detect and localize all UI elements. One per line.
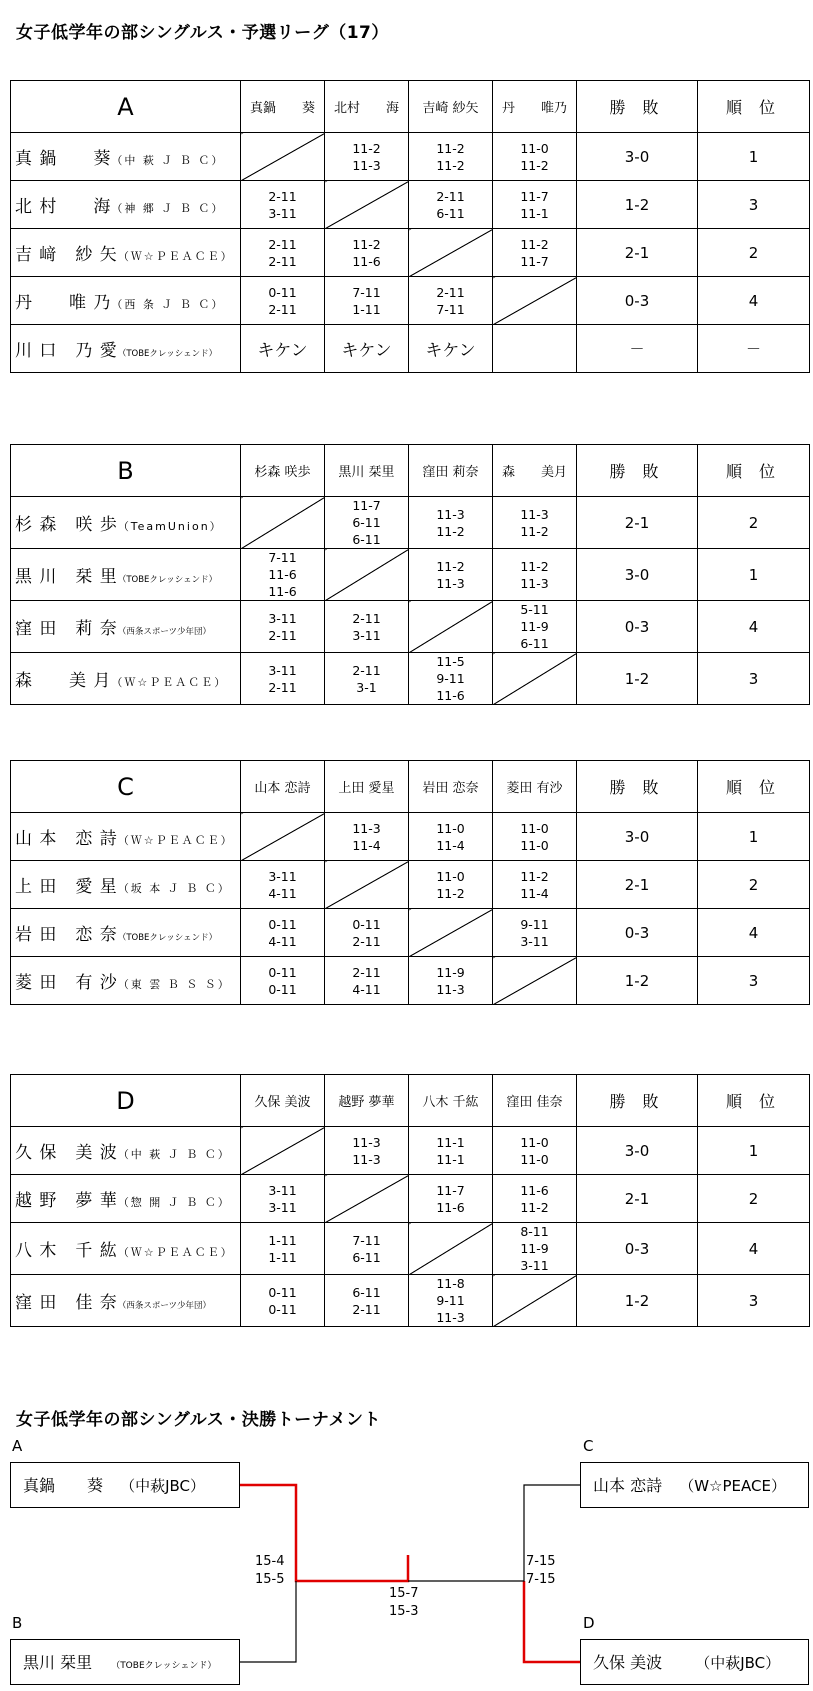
player-name: 山 本 恋 詩: [15, 829, 118, 849]
rank: 2: [698, 497, 810, 549]
rank: 2: [698, 861, 810, 909]
player-club: （中萩JBC）: [695, 1654, 781, 1672]
match-score: 11-8 9-11 11-3: [409, 1275, 493, 1327]
column-header-player: 窪田 佳奈: [493, 1075, 577, 1127]
match-score: 2-11 4-11: [325, 957, 409, 1005]
rank: 2: [698, 229, 810, 277]
match-score: 7-11 1-11: [325, 277, 409, 325]
match-score: 11-2 11-3: [493, 549, 577, 601]
match-score: 2-11 2-11: [241, 229, 325, 277]
bracket-player-a: [10, 1462, 240, 1508]
match-score: 2-11 3-1: [325, 653, 409, 705]
player-name: 窪 田 佳 奈: [15, 1293, 118, 1313]
player-name: 黒川 栞里: [23, 1653, 93, 1672]
match-score: 0-11 2-11: [241, 277, 325, 325]
match-score: 11-2 11-6: [325, 229, 409, 277]
score-c-vs-d: 7-15 7-15: [526, 1554, 556, 1587]
column-header-rank: 順 位: [698, 1075, 810, 1127]
column-header-win-loss: 勝 敗: [577, 445, 698, 497]
match-score: 11-0 11-2: [493, 133, 577, 181]
win-loss: 2-1: [577, 1175, 698, 1223]
player-club: （W☆PEACE）: [679, 1477, 786, 1495]
player-name: 上 田 愛 星: [15, 877, 118, 897]
group-label: C: [11, 761, 241, 813]
score-final: 15-7 15-3: [389, 1586, 419, 1619]
rank: 4: [698, 277, 810, 325]
player-name: 森 美 月: [15, 671, 112, 691]
rank: －: [698, 325, 810, 373]
win-loss: 0-3: [577, 909, 698, 957]
match-score: 8-11 11-9 3-11: [493, 1223, 577, 1275]
rank: 2: [698, 1175, 810, 1223]
column-header-player: 北村 海: [325, 81, 409, 133]
column-header-player: 吉崎 紗矢: [409, 81, 493, 133]
win-loss: 1-2: [577, 1275, 698, 1327]
rank: 3: [698, 653, 810, 705]
win-loss: 3-0: [577, 1127, 698, 1175]
match-score: 3-11 2-11: [241, 601, 325, 653]
player-club: （Ｗ☆ＰＥＡＣＥ）: [117, 834, 234, 847]
match-score: 0-11 0-11: [241, 1275, 325, 1327]
column-header-player: 黒川 栞里: [325, 445, 409, 497]
rank: 3: [698, 181, 810, 229]
match-score: 11-2 11-2: [409, 133, 493, 181]
win-loss: 1-2: [577, 653, 698, 705]
bracket-line-b: [240, 1581, 296, 1662]
player-club: （Ｗ☆ＰＥＡＣＥ）: [117, 250, 234, 263]
player-club: （西条スポーツ少年団）: [117, 1301, 211, 1311]
match-score: 11-0 11-4: [409, 813, 493, 861]
match-score: 11-2 11-4: [493, 861, 577, 909]
player-name: 八 木 千 紘: [15, 1241, 118, 1261]
column-header-player: 森 美月: [493, 445, 577, 497]
rank: 1: [698, 813, 810, 861]
bracket-label-d: D: [583, 1614, 595, 1632]
group-label: A: [11, 81, 241, 133]
bracket-player-d: [580, 1639, 809, 1685]
win-loss: 3-0: [577, 813, 698, 861]
bracket-player-c: [580, 1462, 809, 1508]
group-label: D: [11, 1075, 241, 1127]
player-club: （神 郷 Ｊ Ｂ Ｃ）: [111, 202, 225, 215]
column-header-player: 菱田 有沙: [493, 761, 577, 813]
win-loss: －: [577, 325, 698, 373]
win-loss: 1-2: [577, 957, 698, 1005]
column-header-player: 真鍋 葵: [241, 81, 325, 133]
column-header-player: 窪田 莉奈: [409, 445, 493, 497]
match-score: 0-11 4-11: [241, 909, 325, 957]
bracket-player-b: [10, 1639, 240, 1685]
player-name: 越 野 夢 華: [15, 1191, 118, 1211]
match-score: 11-2 11-3: [325, 133, 409, 181]
match-score: キケン: [241, 325, 325, 373]
match-score: 11-7 6-11 6-11: [325, 497, 409, 549]
match-score: 11-0 11-0: [493, 813, 577, 861]
player-club: （Ｗ☆ＰＥＡＣＥ）: [111, 676, 228, 689]
match-score: 11-7 11-6: [409, 1175, 493, 1223]
player-club: （TOBEクレッシェンド）: [117, 349, 218, 359]
column-header-rank: 順 位: [698, 81, 810, 133]
match-score: 7-11 11-6 11-6: [241, 549, 325, 601]
player-name: 菱 田 有 沙: [15, 973, 118, 993]
match-score: 11-9 11-3: [409, 957, 493, 1005]
match-score: 11-2 11-7: [493, 229, 577, 277]
rank: 4: [698, 601, 810, 653]
match-score: 2-11 3-11: [241, 181, 325, 229]
player-club: （中 萩 Ｊ Ｂ Ｃ）: [117, 1148, 231, 1161]
match-score: 11-1 11-1: [409, 1127, 493, 1175]
win-loss: 1-2: [577, 181, 698, 229]
player-name: 山本 恋詩: [593, 1476, 663, 1495]
match-score: 11-3 11-3: [325, 1127, 409, 1175]
match-score: 11-3 11-4: [325, 813, 409, 861]
player-name: 杉 森 咲 歩: [15, 515, 118, 535]
match-score: 11-5 9-11 11-6: [409, 653, 493, 705]
match-score: 11-6 11-2: [493, 1175, 577, 1223]
bracket-label-c: C: [583, 1437, 594, 1455]
column-header-player: 丹 唯乃: [493, 81, 577, 133]
win-loss: 0-3: [577, 277, 698, 325]
rank: 3: [698, 957, 810, 1005]
player-club: （西 条 Ｊ Ｂ Ｃ）: [111, 298, 225, 311]
player-club: （TeamUnion）: [117, 520, 223, 533]
player-name: 北 村 海: [15, 197, 112, 217]
rank: 1: [698, 1127, 810, 1175]
match-score: キケン: [409, 325, 493, 373]
player-club: （坂 本 Ｊ Ｂ Ｃ）: [117, 882, 231, 895]
match-score: 3-11 3-11: [241, 1175, 325, 1223]
rank: 3: [698, 1275, 810, 1327]
match-score: 5-11 11-9 6-11: [493, 601, 577, 653]
match-score: 11-3 11-2: [409, 497, 493, 549]
rank: 1: [698, 549, 810, 601]
player-club: （中 萩 Ｊ Ｂ Ｃ）: [111, 154, 225, 167]
group-label: B: [11, 445, 241, 497]
win-loss: 3-0: [577, 133, 698, 181]
match-score: 2-11 6-11: [409, 181, 493, 229]
tournament-title: 女子低学年の部シングルス・決勝トーナメント: [16, 1410, 382, 1430]
column-header-player: 岩田 恋奈: [409, 761, 493, 813]
win-loss: 2-1: [577, 861, 698, 909]
match-score: 3-11 2-11: [241, 653, 325, 705]
match-score: 6-11 2-11: [325, 1275, 409, 1327]
win-loss: 2-1: [577, 229, 698, 277]
column-header-rank: 順 位: [698, 761, 810, 813]
player-club: （Ｗ☆ＰＥＡＣＥ）: [117, 1246, 234, 1259]
bracket-label-a: A: [12, 1437, 23, 1455]
match-score: 11-3 11-2: [493, 497, 577, 549]
bracket-line-d-winner: [524, 1581, 580, 1662]
rank: 4: [698, 909, 810, 957]
match-score: 0-11 0-11: [241, 957, 325, 1005]
column-header-win-loss: 勝 敗: [577, 1075, 698, 1127]
bracket-label-b: B: [12, 1614, 23, 1632]
match-score: 7-11 6-11: [325, 1223, 409, 1275]
match-score: 3-11 4-11: [241, 861, 325, 909]
match-score: 0-11 2-11: [325, 909, 409, 957]
player-name: 黒 川 栞 里: [15, 567, 118, 587]
match-score: 2-11 3-11: [325, 601, 409, 653]
column-header-player: 杉森 咲歩: [241, 445, 325, 497]
player-name: 丹 唯 乃: [15, 293, 112, 313]
player-club: （東 雲 Ｂ Ｓ Ｓ）: [117, 978, 231, 991]
column-header-player: 越野 夢華: [325, 1075, 409, 1127]
match-score: 11-2 11-3: [409, 549, 493, 601]
column-header-win-loss: 勝 敗: [577, 81, 698, 133]
column-header-win-loss: 勝 敗: [577, 761, 698, 813]
column-header-player: 山本 恋詩: [241, 761, 325, 813]
player-name: 真 鍋 葵: [15, 149, 112, 169]
win-loss: 3-0: [577, 549, 698, 601]
match-score: 2-11 7-11: [409, 277, 493, 325]
player-name: 吉 﨑 紗 矢: [15, 245, 118, 265]
player-club: （TOBEクレッシェンド）: [117, 575, 218, 585]
column-header-player: 八木 千紘: [409, 1075, 493, 1127]
rank: 1: [698, 133, 810, 181]
match-score: 11-0 11-0: [493, 1127, 577, 1175]
player-name: 岩 田 恋 奈: [15, 925, 118, 945]
win-loss: 2-1: [577, 497, 698, 549]
player-name: 窪 田 莉 奈: [15, 619, 118, 639]
match-score: 1-11 1-11: [241, 1223, 325, 1275]
player-club: （TOBEクレッシェンド）: [111, 1661, 217, 1671]
player-name: 川 口 乃 愛: [15, 341, 118, 361]
player-club: （惣 開 Ｊ Ｂ Ｃ）: [117, 1196, 231, 1209]
player-club: （TOBEクレッシェンド）: [117, 933, 218, 943]
match-score: 11-0 11-2: [409, 861, 493, 909]
match-score: 11-7 11-1: [493, 181, 577, 229]
win-loss: 0-3: [577, 1223, 698, 1275]
column-header-rank: 順 位: [698, 445, 810, 497]
player-name: 久保 美波: [593, 1653, 663, 1672]
match-score: 9-11 3-11: [493, 909, 577, 957]
match-score: キケン: [325, 325, 409, 373]
column-header-player: 上田 愛星: [325, 761, 409, 813]
player-club: （中萩JBC）: [120, 1477, 206, 1495]
league-title: 女子低学年の部シングルス・予選リーグ（17）: [16, 23, 389, 43]
rank: 4: [698, 1223, 810, 1275]
player-club: （西条スポーツ少年団）: [117, 627, 211, 637]
score-a-vs-b: 15-4 15-5: [255, 1554, 285, 1587]
player-name: 真鍋 葵: [23, 1476, 104, 1495]
player-name: 久 保 美 波: [15, 1143, 118, 1163]
win-loss: 0-3: [577, 601, 698, 653]
column-header-player: 久保 美波: [241, 1075, 325, 1127]
